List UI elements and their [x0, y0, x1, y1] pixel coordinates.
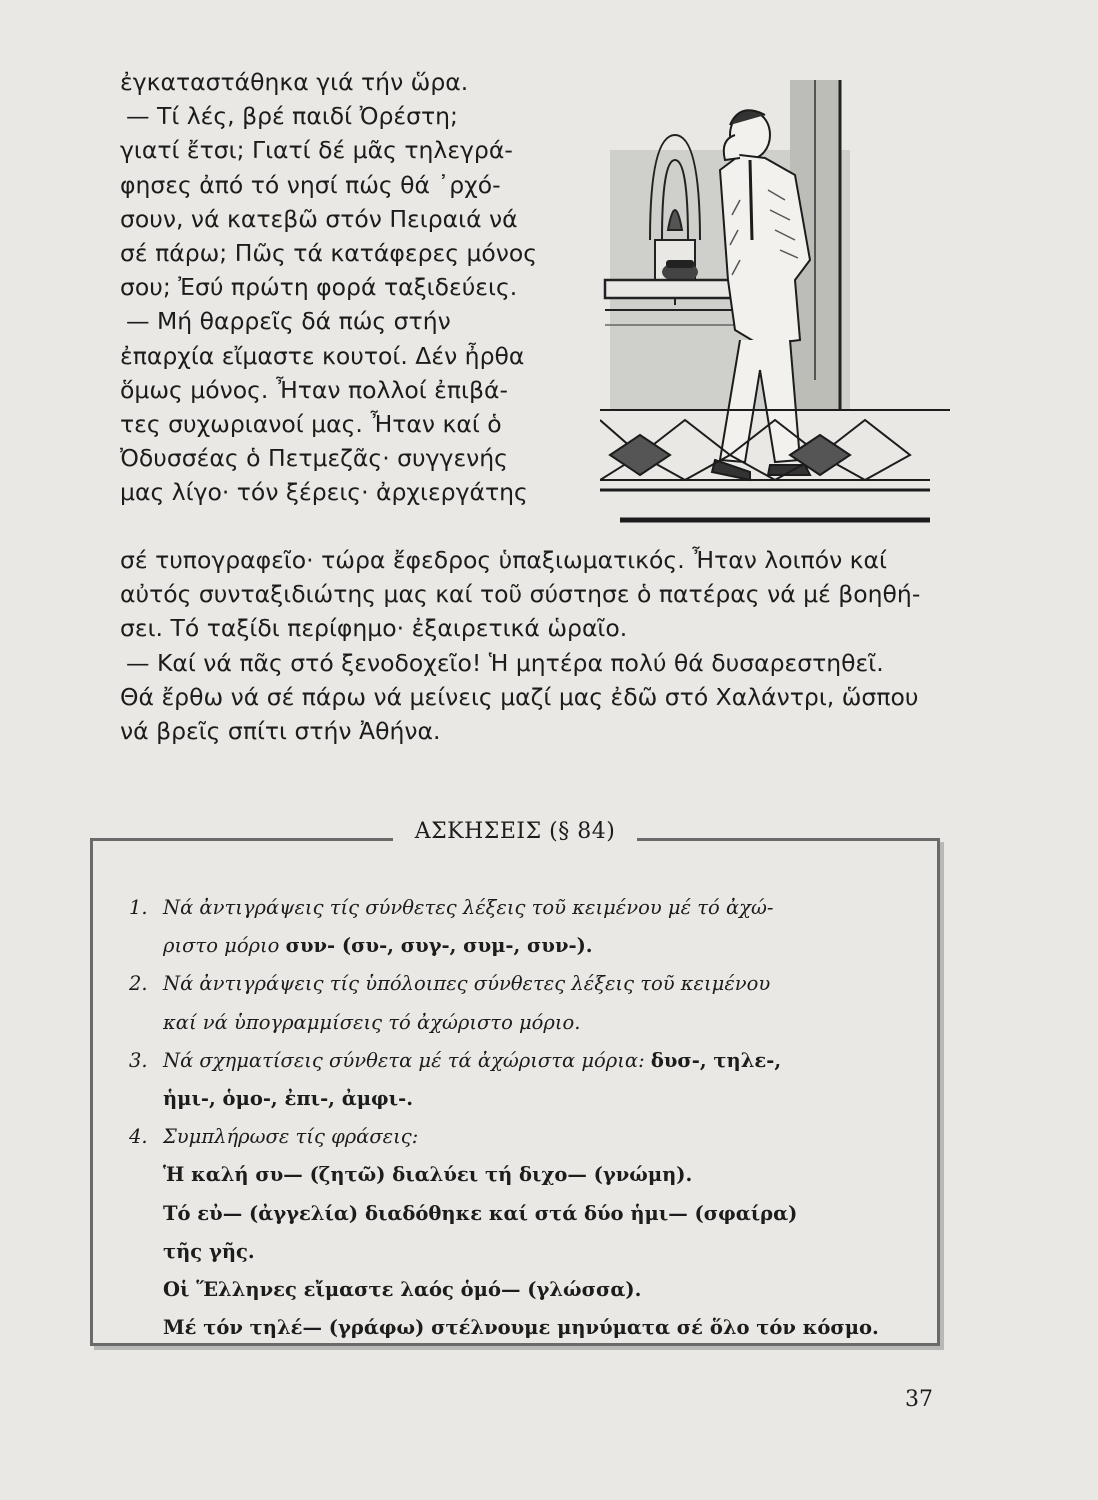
exercises-box	[90, 819, 940, 1346]
exercise-item-cont	[93, 1004, 937, 1042]
exercise-text: Νά ἀντιγράψεις τίς σύνθετες λέξεις τοῦ κειμένου μέ τό ἀχώ-	[163, 896, 774, 919]
text-line: ἐγκαταστάθηκα γιά τήν ὥρα.	[120, 68, 469, 96]
exercise-item	[93, 1118, 937, 1156]
exercise-text: Νά ἀντιγράψεις τίς ὑπόλοιπες σύνθετες λέξεις τοῦ κειμένου	[163, 972, 771, 996]
text-line: τες συχωριανοί μας. Ἦταν καί ὁ	[120, 409, 502, 438]
text-line: σέ πάρω; Πῶς τά κατάφερες μόνος	[120, 238, 538, 267]
text-line: — Τί λές, βρέ παιδί Ὀρέστη;	[126, 102, 458, 131]
text-line: ὅμως μόνος. Ἦταν πολλοί ἐπιβά-	[120, 375, 508, 404]
exercise-number: 2.	[129, 972, 148, 996]
fill-sentence: Οἱ Ἕλληνες εἴμαστε λαός ὁμό— (γλώσσα).	[163, 1277, 642, 1301]
exercise-number: 4.	[129, 1125, 148, 1149]
exercise-list	[93, 889, 937, 1347]
exercise-item-cont	[93, 1080, 937, 1118]
exercise-keyword: συν- (συ-, συγ-, συμ-, συν-).	[285, 934, 593, 958]
exercise-keyword: ἡμι-, ὁμο-, ἐπι-, ἀμφι-.	[163, 1086, 413, 1110]
text-line: — Μή θαρρεῖς δά πώς στήν	[126, 307, 451, 336]
page-number: 37	[905, 1387, 933, 1412]
fill-sentence: Τό εὐ— (ἀγγελία) διαδόθηκε καί στά δύο ἡμι— (σφαίρα)	[163, 1201, 798, 1225]
exercise-item	[93, 889, 937, 927]
text-line: νά βρεῖς σπίτι στήν Ἀθήνα.	[120, 716, 441, 745]
exercise-number: 3.	[129, 1048, 148, 1072]
exercise-item-cont	[93, 927, 937, 965]
fill-sentence: Ἡ καλή συ— (ζητῶ) διαλύει τή διχο— (γνώμη).	[163, 1163, 693, 1187]
exercise-number: 1.	[129, 896, 148, 919]
text-line: ἐπαρχία εἴμαστε κουτοί. Δέν ἦρθα	[120, 341, 525, 370]
text-line: φησες ἀπό τό νησί πώς θά ᾿ρχό-	[120, 170, 501, 199]
text-line: γιατί ἔτσι; Γιατί δέ μᾶς τηλεγρά-	[120, 136, 513, 165]
exercise-item	[93, 965, 937, 1003]
illustration	[600, 80, 950, 540]
telephone-icon	[662, 260, 698, 282]
text-line: Θά ἔρθω νά σέ πάρω νά μείνεις μαζί μας ἐδῶ στό Χαλάντρι, ὥσπου	[120, 682, 919, 711]
exercise-item	[93, 1042, 937, 1080]
fill-sentence: Μέ τόν τηλέ— (γράφω) στέλνουμε μηνύματα σέ ὅλο τόν κόσμο.	[163, 1316, 879, 1340]
text-line: σου; Ἐσύ πρώτη φορά ταξιδεύεις.	[120, 273, 518, 302]
exercise-text: ριστο μόριο	[163, 934, 286, 958]
exercises-title: ΑΣΚΗΣΕΙΣ (§ 84)	[93, 819, 937, 844]
text-line: Ὀδυσσέας ὁ Πετμεζᾶς· συγγενής	[120, 444, 508, 473]
text-line: αὐτός συνταξιδιώτης μας καί τοῦ σύστησε ὁ πατέρας νά μέ βοηθή-	[120, 580, 921, 609]
exercise-text: Συμπλήρωσε τίς φράσεις:	[163, 1125, 419, 1149]
text-line: — Καί νά πᾶς στό ξενοδοχεῖο! Ἡ μητέρα πολύ θά δυσαρεστηθεῖ.	[126, 648, 884, 677]
exercise-keyword: δυσ-, τηλε-,	[650, 1048, 782, 1072]
narrative-top	[120, 65, 550, 509]
narrative-full	[120, 543, 960, 748]
exercise-text: Νά σχηματίσεις σύνθετα μέ τά ἀχώριστα μόρια:	[163, 1048, 651, 1072]
text-line: σουν, νά κατεβῶ στόν Πειραιά νά	[120, 204, 518, 233]
text-line: σέ τυπογραφεῖο· τώρα ἔφεδρος ὑπαξιωματικός. Ἦταν λοιπόν καί	[120, 546, 887, 574]
exercise-text: καί νά ὑπογραμμίσεις τό ἀχώριστο μόριο.	[163, 1010, 581, 1034]
text-line: σει. Τό ταξίδι περίφημο· ἐξαιρετικά ὡραῖο.	[120, 614, 628, 643]
fill-sentence: τῆς γῆς.	[163, 1239, 255, 1263]
text-line: μας λίγο· τόν ξέρεις· ἀρχιεργάτης	[120, 478, 528, 507]
